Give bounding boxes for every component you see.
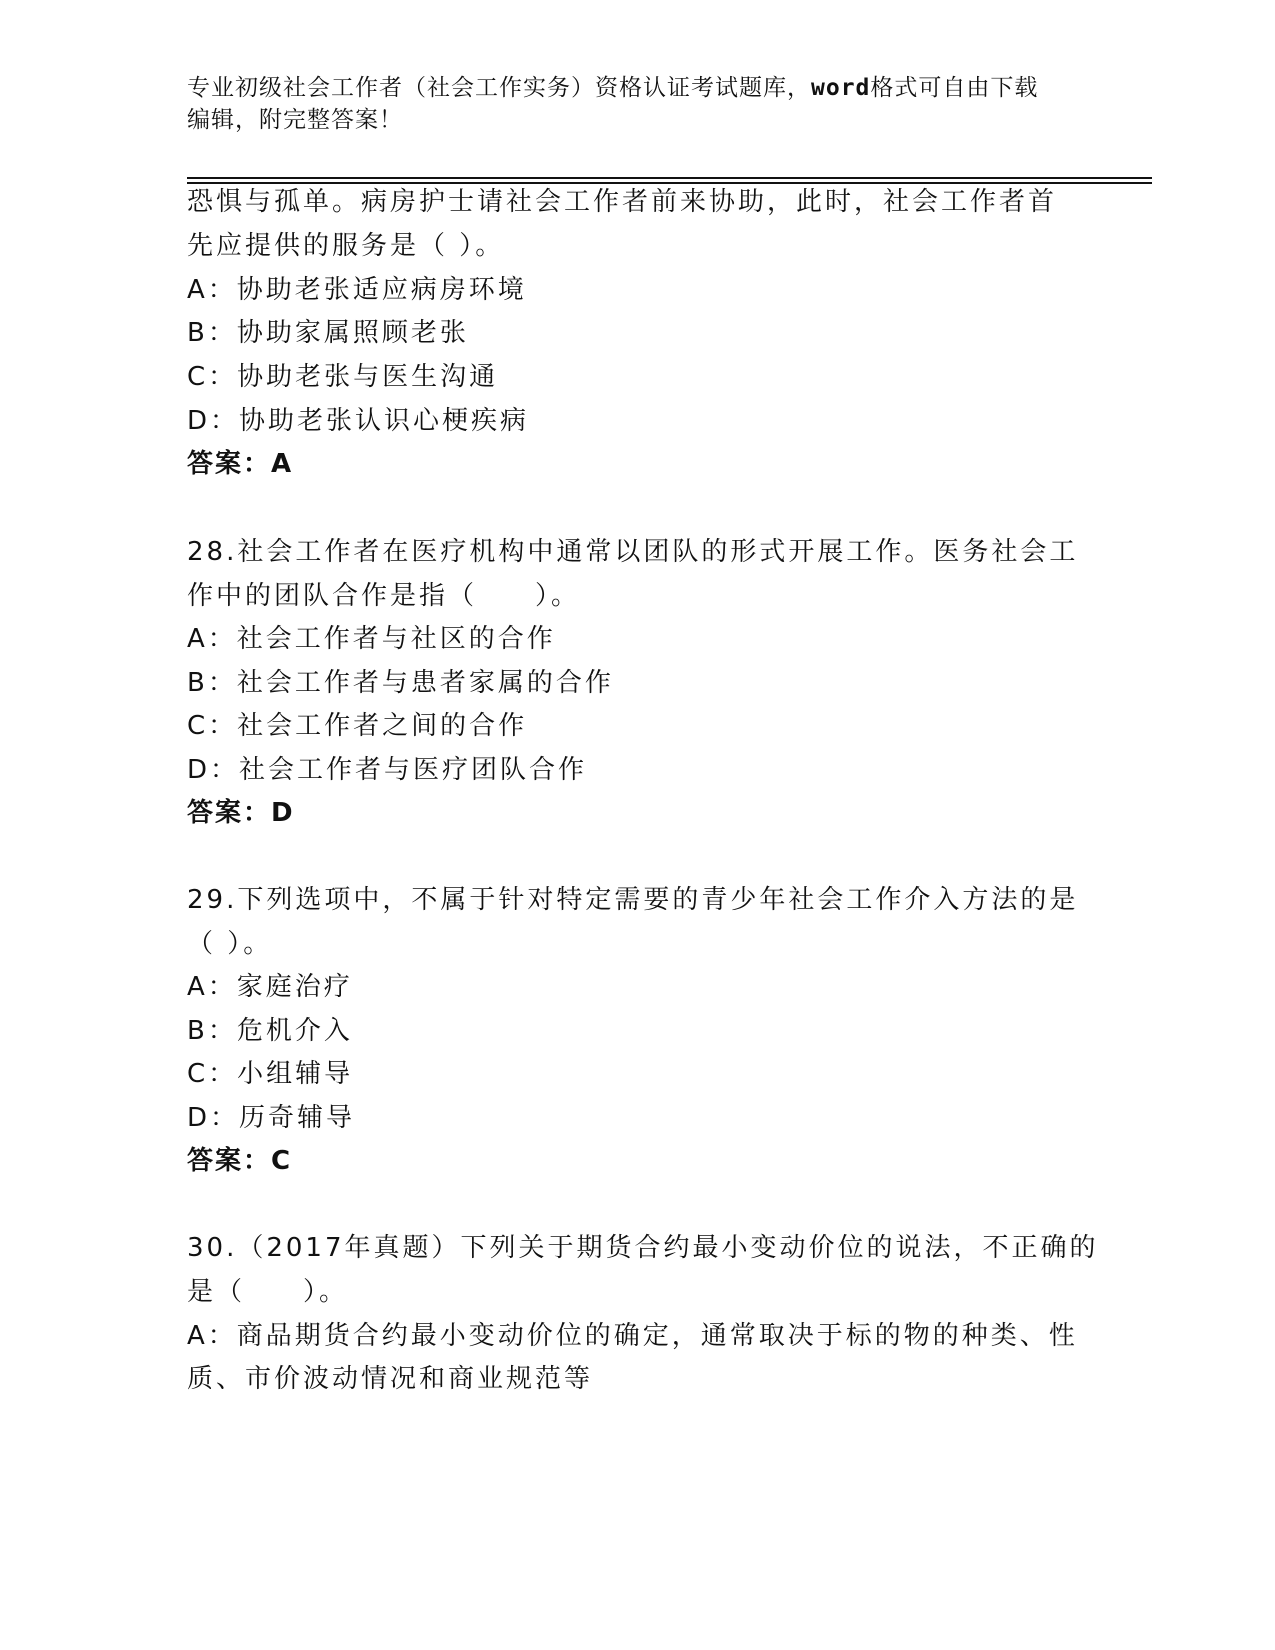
q27-option-b: B：协助家属照顾老张 [187, 318, 469, 348]
header-line-2: 编辑，附完整答案！ [187, 107, 403, 133]
q28-stem-line-2: 作中的团队合作是指（ ）。 [187, 581, 581, 611]
header-line-1 [187, 72, 1067, 104]
q29-option-d: D：历奇辅导 [187, 1103, 356, 1133]
q27-option-a: A：协助老张适应病房环境 [187, 275, 527, 305]
q30-stem-line-2: 是（ ）。 [187, 1277, 349, 1307]
q28-option-b: B：社会工作者与患者家属的合作 [187, 668, 614, 698]
q27-stem-line-2: 先应提供的服务是（ ）。 [187, 231, 505, 261]
q29-option-a: A：家庭治疗 [187, 972, 353, 1002]
q28-option-a: A：社会工作者与社区的合作 [187, 624, 556, 654]
header-divider-bottom [187, 182, 1152, 184]
q30-stem-line-1: 30.（2017年真题）下列关于期货合约最小变动价位的说法，不正确的 [187, 1233, 1099, 1263]
q28-option-d: D：社会工作者与医疗团队合作 [187, 755, 588, 785]
q29-answer: 答案：C [187, 1146, 293, 1176]
header-divider-top [187, 177, 1152, 179]
q29-stem-line-1: 29.下列选项中，不属于针对特定需要的青少年社会工作介入方法的是 [187, 885, 1079, 915]
q29-option-c: C：小组辅导 [187, 1059, 354, 1089]
q30-option-a-line-1: A：商品期货合约最小变动价位的确定，通常取决于标的物的种类、性 [187, 1321, 1078, 1351]
header-text-part-2: 格式可自由下载 [870, 75, 1039, 101]
q28-answer: 答案：D [187, 798, 295, 828]
q28-stem-line-1: 28.社会工作者在医疗机构中通常以团队的形式开展工作。医务社会工 [187, 537, 1079, 567]
q27-option-d: D：协助老张认识心梗疾病 [187, 406, 530, 436]
q29-option-b: B：危机介入 [187, 1016, 353, 1046]
q27-option-c: C：协助老张与医生沟通 [187, 362, 499, 392]
q27-stem-line-1: 恐惧与孤单。病房护士请社会工作者前来协助，此时，社会工作者首 [187, 187, 1058, 217]
page-header [187, 72, 1067, 136]
header-text-part-1: 专业初级社会工作者（社会工作实务）资格认证考试题库， [187, 75, 811, 101]
q30-option-a-line-2: 质、市价波动情况和商业规范等 [187, 1364, 594, 1394]
q29-stem-line-2: （ ）。 [187, 929, 273, 959]
header-word-text: word [811, 75, 871, 101]
q27-answer: 答案：A [187, 449, 294, 479]
q28-option-c: C：社会工作者之间的合作 [187, 711, 528, 741]
